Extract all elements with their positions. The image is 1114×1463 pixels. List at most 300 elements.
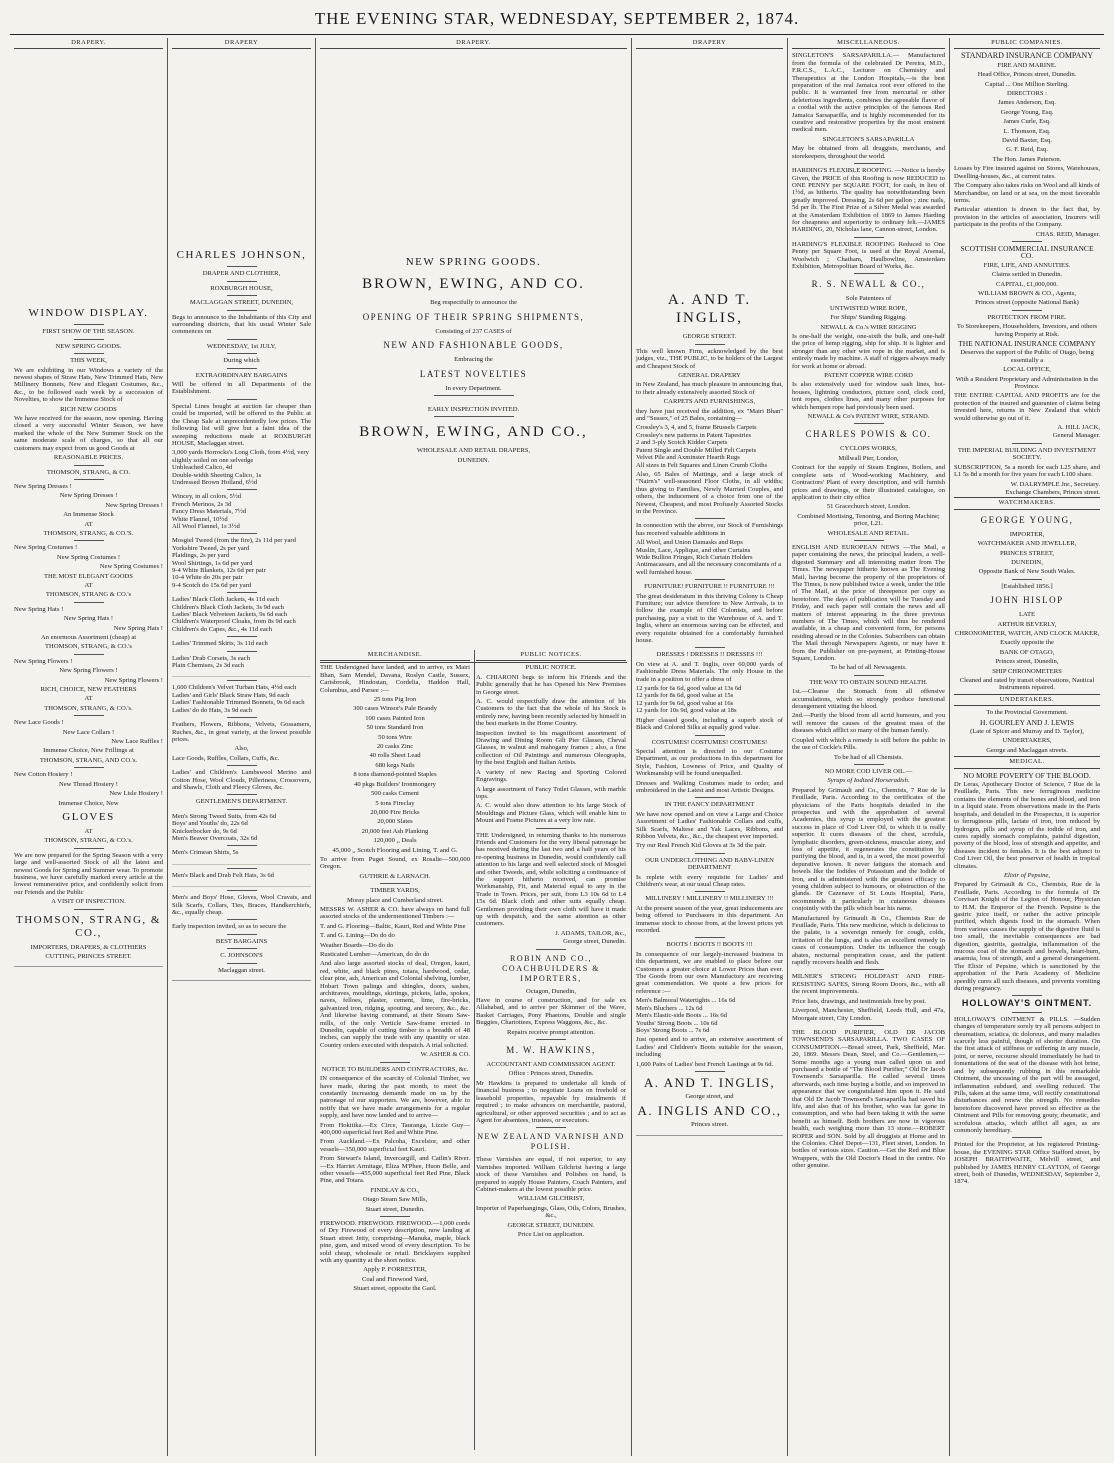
ad-text: SINGLETON'S SARSAPARILLA.— Manufactured from the formula of the celebrated Dr Pereira, M.D., F.R.C.S., L.A.C., Lecturer on Chemistry and Therapeutics at the London Hospitals,—is the best preparation of the real Jamaica root ever offered to the public. It is warranted free from mercurial or other deleterious ingredients, combines the agreeable flavor of a cordial with the active principles of the famous Red Jamaica Sarsaparilla, and is highly recommended for its curative and restorative properties by the most eminent medical men. [792,52,945,134]
price-item: Ladies' Fashionable Trimmed Bonnets, 9s 6d each [172,699,305,707]
ad-text: Is replete with every requisite for Ladies' and Children's wear, at our usual Cheap rates. [636,873,783,888]
director-name: David Baxter, Esq. [1002,137,1052,145]
list-item: 20,000 Slates [377,818,413,826]
ad-line: To Storekeepers, Householders, Investors, and others having Property at Risk. [956,323,1098,338]
ad-line: OUR UNDERCLOTHING AND BABY-LINEN DEPARTMENT [645,856,774,872]
ad-text: Also, 65 Bales of Mattings, and a large stock of "Nairn's" well-seasoned Floor Cloths, in all widths; thus giving to Families, Newly Married Couples, and others, the inducement of a choice from one of the Newest, Cheapest, and most Profusely Assorted Stocks in the Province. [636,470,783,515]
ad-line: NEW AND FASHIONABLE GOODS, [383,340,564,351]
price-item: Men's Crimean Shirts, 5s [172,849,239,857]
list-item: 45,000 ,, Scotch Flooring and Lining, T. and G. [332,846,458,854]
ad-text: MESSRS W. ASHER & CO. have always on hand full assorted stocks of the undermentioned Timbers :— [320,905,470,921]
ad-line: Stuart street, Dunedin. [365,1205,425,1213]
list-item: Velvet Pile and Axminster Hearth Rugs [636,454,740,462]
ad-line: PUBLIC NOTICE. [525,664,577,672]
ad-line: DUNEDIN. [457,456,490,464]
ad-line: RICH NEW GOODS [60,405,117,413]
ad-text: ENGLISH AND EUROPEAN NEWS —The Mail, a paper containing the news, the principal leaders, a well-digested Summary and all interesting matter from The Times. The newspaper hitherto known as The Evening Mail, having become the property of the proprietors of The Times, is now published twice a week, under the title of The Mail, at the price of threepence per copy as heretofore. The days of publication will be Tuesday and Friday, and each paper will contain the news and all matters of interest appearing in the three previous numbers of The Times, which will thus be rendered available, in a cheap and convenient form, for persons residing abroad or in the Colonies. Subscribers can obtain The Mail through Newspapers Agents, or may have it from the Publisher on pre-payment, at Printing-House Square, London. [792,543,945,663]
ad-text: Will be offered in all Departments of the Establishment. [172,381,311,396]
ad-line: GENERAL DRAPERY [678,372,741,380]
ad-line: GEORGE STREET. [682,333,737,341]
ad-text: Contract for the supply of Steam Engines, Boilers, and complete sets of Wood-working Machinery, and Contractors' Plant of every description, and will furnish prices and drawings, or their illustrated catalogue, on application to their city office [792,464,945,501]
list-item: Boys' Strong Boots ... 7s 6d [636,1026,710,1034]
director-name: The Hon. James Paterson. [992,155,1062,163]
ad-line: Maclaggan street. [218,966,265,974]
price-item: 3,000 yards Horrocks's Long Cloth, from 4½d, very slightly soiled on one selvedge [172,449,309,464]
price-item: Children's Waterproof Cloaks, from 8s 9d each [172,618,296,626]
ad-line: FURNITURE! FURNITURE !! FURNITURE !!! [644,583,775,591]
ad-line: Stuart street, opposite the Gaol. [353,1285,437,1293]
ad-text: Weather Boards—Do do do [320,941,394,949]
ad-text: in New Zealand, has much pleasure in announcing that, to their already extensively assorted Stock of [636,381,783,396]
price-item: French Merinos, 2s 3d [172,500,232,508]
list-item: 300 cases Winsor's Pale Brandy [353,705,437,713]
ad-line: BEST BARGAINS [215,937,268,945]
price-item: 1,600 Children's Velvet Turban Hats, 4½d each [172,684,297,692]
ad-line: GENTLEMEN'S DEPARTMENT. [195,798,288,806]
ad-text: From Hokitika.—Ex Circe, Tauranga, Lizzie Guy—400,000 superficial feet Red and White Pine. [320,1121,470,1136]
price-item: Men's Beaver Overcoats, 32s 6d [172,834,258,842]
price-item: Wool Shirtings, 1s 6d per yard [172,559,253,567]
ad-line: Consisting of 237 CASES of [435,327,512,335]
ad-line: New Lace Ruffles ! [111,738,163,746]
ad-line: New Spring Hats ! [63,615,114,623]
ad-line: WILLIAM BROWN & CO., Agents, [978,289,1076,297]
ad-text: Special attention is directed to our Costume Department, as our productions in this department for Style, Fashion, Lowness of Price, and Quality of Workmanship will be found unequalled. [636,747,783,778]
ad-text: Mr Hawkins is prepared to undertake all kinds of financial business ; to negotiate Loans on freehold or leasehold properties, repayable by instalments if required ; to make advances on merchantile, pastoral, agricultural, or other approved securities ; and to act as Agent for absentees, trustees, or executors. [476,1079,626,1124]
ad-line: TIMBER YARDS, [370,887,420,895]
price-item: Plain Chemises, 2s 3d each [172,662,244,670]
ad-title: NO MORE POVERTY OF THE BLOOD. [963,770,1091,780]
ad-line: Sole Patentees of [845,295,892,303]
list-item: Youths' Strong Boots ... 10s 6d [636,1019,718,1027]
ad-line: Beg respectfully to announce the [430,299,517,307]
price-item: 9-4 White Blankets, 12s 6d per pair [172,567,266,574]
ad-title: NEW ZEALAND VARNISH AND POLISH. [477,1132,625,1152]
ad-text: May be obtained from all druggists, merchants, and storekeepers, throughout the world. [792,145,945,160]
ad-line: THE IMPERIAL BUILDING AND INVESTMENT SOCIETY. [957,446,1097,462]
section-header: DRAPERY. [320,38,627,49]
ad-text: To arrive from Puget Sound, ex Rosalie—500,000 Oregon. [320,855,470,871]
masthead [10,4,1104,35]
ad-line: PATENT COPPER WIRE CORD [824,372,913,380]
ad-line: For Ships' Standing Rigging. [830,314,907,322]
ad-title: A. AND T. INGLIS, [643,1074,776,1090]
column-3 [316,38,632,1456]
ad-text: A. CHIARONI begs to inform his Friends and the Public generally that he has Opened his New Premises in George street. [476,673,626,696]
list-item: 5 tons Fireclay [375,799,415,807]
list-item: Men's Bluchers ... 12s 6d [636,1004,703,1012]
list-item: Crossley's 3, 4, and 5, frame Brussels Carpets [636,424,757,432]
list-item: 50 tons Wire [378,733,412,741]
ad-text: THE Undersigned have landed, and to arrive, ex Mairi Bhan, Sam Mendel, Davana, Roslyn Castle, Sussex, Carisbrook, Hindostan, Cordelia, Haddon Hall, Columbus, and Parsee :— [320,664,470,694]
ad-line: AT [84,695,93,703]
ad-line: THE MOST ELEGANT GOODS [44,572,133,580]
ad-line: RICH, CHOICE, NEW FEATHERS [40,686,137,694]
ad-line: DRAPER AND CLOTHIER, [202,270,281,278]
ad-text: Ladies' and Children's Lambswool Merino and Cotton Hose, Wool Clouds, Pilleriness, Crossovers, and Shawls, Cloth and Fleecy Gloves, &c. [172,769,311,791]
ad-line: THOMSON, STRANG, & CO.'s [45,643,132,651]
section-header: PUBLIC COMPANIES. [954,38,1100,49]
ad-line: Princes street (opposite National Bank) [975,299,1079,307]
ad-line: New Spring Flowers ! [59,667,118,675]
ad-line: AT [84,520,93,528]
ad-line: CAPITAL, £1,000,000. [996,280,1058,288]
price-item: Ladies' do do Hats, 3s 9d each [172,706,253,714]
ad-line: With a Resident Proprietary and Administration in the Province. [955,375,1099,391]
price-item: Ladies' Drab Corsets, 3s each [172,654,250,662]
ad-line: FIRE AND MARINE. [997,61,1057,69]
director-name: James Anderson, Esq. [998,99,1056,107]
ad-line: New Cotton Hosiery ! [14,771,73,779]
ad-line: NEWALL & Co's PATENT WIRE, STRAND. [807,413,930,421]
ad-line: BOOTS ! BOOTS !! BOOTS !!! [666,941,753,949]
ad-line: New Lace Collars ! [62,728,115,736]
section-header: DRAPERY [636,38,783,49]
ad-line: REASONABLE PRICES. [53,454,124,462]
ad-line: To be had of all Chemists. [833,753,904,761]
list-item: 20 casks Zinc [376,743,414,751]
ad-text: HOLLOWAY'S OINTMENT & PILLS. —Sudden changes of temperature sorely try all persons subject to rheumatism, sciatica, tic doloreux, and many maladies scarcely less painful, though of shorter duration. On the first attack of stiffness or suffering in any muscle, joint, or nerve, recourse should immediately be had to fomentations of the seat of the disease with hot brine, and by subsequently rubbing in this remarkable Ointment, the unceasing of the part will be assuaged, inflammation subdued, and swelling reduced. The Pills, taken at the same time, will rectify constitutional disturbances and renew the strength. No remedies heretofore discovered have proved so effective as the Ointment and Pills for removing gouty, rheumatic, and scrofulous attacks, which afflict all ages, as are commonly hereditary. [954,1015,1100,1134]
ad-text: These Varnishes are equal, if not superior, to any Varnishes imported. William Gilchrist having a large stock of these Varnishes and Polishes on hand, is prepared to supply House Painters, Coach Painters, and Cabinet-makers at the lowest possible price. [476,1156,626,1193]
merchandise-subcolumn [320,650,475,1450]
ad-line: WILLIAM GILCHRIST, [517,1195,585,1203]
price-item: Men's Black and Drab Felt Hats, 3s 6d [172,871,274,879]
list-item: All Wool, and Union Damasks and Reps [636,539,743,547]
section-header: MISCELLANEOUS. [792,38,945,49]
ad-line: (Late of Spicer and Murray and D. Taylor), [970,728,1084,736]
ad-line: WATCHMAKER AND JEWELLER, [977,540,1077,548]
list-item: 20,000 feet Ash Planking [361,827,429,835]
ad-line: AT [84,581,93,589]
ad-line: THOMSON, STRANG, & CO.'s. [44,837,133,845]
ad-line: SHIP CHRONOMETERS [992,667,1062,675]
ad-text: Feathers, Flowers, Ribbons, Velvets, Gossamers, Ruches, &c., in great variety, at the lowest possible prices. [172,721,311,743]
public-notices-subcolumn [476,650,626,1450]
ad-title: R. S. NEWALL & CO., [811,279,926,290]
ad-line: ARTHUR BEVERLY, [997,620,1057,628]
ad-text: Coupled with which a remedy is still before the public in the use of Cockle's Pills. [792,736,945,752]
price-item: Ladies' Trimmed Skirts, 3s 11d each [172,640,268,648]
list-item: 12 yards for 6s 6d, good value at 13s 6d [636,685,742,693]
ad-text: Liverpool, Manchester, Sheffield, Leeds Hull, and 47a, Moorgate street, City London. [792,1007,945,1022]
ad-text: Manufactured by Grimault & Co., Chemists Rue de Feuillade, Paris. This new medicine, which is delicious to the palate, is a sovereign remedy for cough, colds, irritation of the lungs, and is also an excellent remedy in cases of consumption. Under its influence the cough abates, nocturnal perspiration cease, and the patient rapidly recovers health and flesh. [792,914,945,967]
ad-text: SUBSCRIPTION, 5s a month for each L25 share, and L1 5s 8d a month for five years for each L100 share. [954,463,1100,479]
ad-line: A. HILL JACK, [1057,424,1100,432]
ad-line: Syrups of Iodized Horseradish. [827,777,910,785]
ad-line: George street, and [685,1092,734,1100]
section-header: PUBLIC NOTICES. [476,650,626,661]
ad-text: Early inspection invited, so as to secure the [172,923,287,931]
ad-line: Deserves the support of the Public of Otago, being essentially a [960,349,1094,364]
ad-line: New Spring Dresses ! [14,482,72,490]
ad-text: A. C. would respectfully draw the attention of his Customers to the fact that the whole of his Stock is entirely new, having been recently selected by himself in the best markets in the Home Country. [476,698,626,728]
ad-title: M. W. HAWKINS, [506,1045,596,1056]
ad-line: CYCLOPS WORKS, [840,445,897,453]
ad-text: T. and G. Flooring—Baltic, Kauri, Red and White Pine [320,922,466,930]
ad-line: THE WAY TO OBTAIN SOUND HEALTH. [809,678,928,686]
ad-text: HARDING'S FLEXIBLE ROOFING Reduced to One Penny per Square Foot, is used at the Royal Arsenal, Woolwich ; Chatham, Haulbowline, Amsterdam Exhibition, Metropolitan Board of Works, &c. [792,240,945,270]
ad-line: 51 Gracechurch street, London. [826,503,911,511]
list-item: 12 yards for 9s 6d, good value at 16s [636,699,734,707]
ad-title: THOMSON, STRANG, & CO., [16,913,161,939]
ad-text: And also large assorted stocks of deal, Oregon, kauri, red, white, and black pines, totara, hardwood, cedar, clear pine, ash, American and Colonial shelving, lumber, Hobart Town palings and shingles, doors, sashes, architraves, mouldings, skirtings, pickets, laths, spokes, naves, felloes, plaster, cement, lime, fire-bricks, galvanized iron, ridging, spouting, and tercery, &c., &c. And likewise having command, at their Steam Saw-mills, of the only Verticle Saw-frame erected in Dunedin, capable of cutting timber to a breadth of 48 inches, can supply the trade with any quantity or size. Country orders executed with despatch. A trial solicited. [320,960,470,1049]
ad-text: Dr Leras, Apothecary Doctor of Science, 7 Rue de la Feuillade, Paris. This new ferruginous medicine contains the elements of the bones and blood, and iron in a liquid state. From observations made in the Paris hospitals, and detailed in the Prospectus, it is superior to ferruginous pills, lactate of iron, iron reduced by hydrogen, pills and syrup of the iodide of iron, and cures rapidly stomach complaints, painful digestion, poverty of the blood, loss of strength and appetite, and diseases incident to females. It is the best adjunct to Cod Liver Oil, the best preserver of health in tropical climates. [954,781,1100,870]
price-item: Yorkshire Tweed, 2s per yard [172,544,250,552]
ad-text: THE Undersigned, in returning thanks to his numerous Friends and Customers for the very liberal patronage he has received during the last two and a half years of his re-opening business in Dunedin, would confidently call attention to his large and well selected stock of Mosgiel and other Tweeds, and, while soliciting a continuance of the support hitherto received, can promise Workmanship, Fit, and Material equal to any in the Trade in Town. Prices, per suit, from L3 10s 6d to L4 15s 6d. Black cloth and other suits equally cheap. Gentlemen providing their own cloth will have it made up with despatch, and the same attention as other customers. [476,831,626,928]
ad-line: Immense Choice, New Frillings at [43,747,134,755]
section-header: DRAPERY [172,38,311,49]
price-item: Unbleached Calico, 4d [172,464,233,472]
ad-line: Coal and Firewood Yard, [361,1275,429,1283]
list-item: Antimacassars, and all the necessary concomitants of a well furnished house. [636,561,782,576]
ad-text: Have in course of construction, and for sale ex Allahabad, and to arrive per Skimmer of the Wave, Basket Carriages, Pony Phaetons, Double and single Buggies, Chariottees, Express Waggons, &c., &c. [476,997,626,1027]
ad-text: A. C. would also draw attention to his large Stock of Mouldings and Picture Glass, which will enable him to Mount and Frame Pictures at a very low rate. [476,802,626,825]
ad-text: The Company also takes risks on Wool and all kinds of Merchandise, on land or at sea, on the most favorable terms. [954,182,1100,204]
ad-line: FINDLAY & CO., [370,1186,420,1194]
ad-line: NEWALL & Co.'s WIRE RIGGING [820,323,917,331]
ad-line: A VISIT OF INSPECTION. [51,898,126,906]
ad-text: 2nd.—Purify the blood from all acrid humours, and you will remove the causes of the greatest mass of the diseases which afflict so many of the human family. [792,712,945,735]
list-item: All sizes in Felt Squares and Linen Crumb Cloths [636,461,768,469]
ad-line: New Spring Costumes ! [99,563,163,571]
ad-title: JOHN HISLOP [990,595,1064,606]
list-item: Men's Balmoral Watertights ... 16s 6d [636,997,736,1005]
ad-line: W. DALRYMPLE Jnr., Secretary. [1010,480,1100,488]
price-item: Knickerbocker do, 9s 6d [172,827,237,835]
ad-line: MACLAGGAN STREET, DUNEDIN, [189,299,294,307]
ad-title: HOLLOWAY'S OINTMENT. [961,998,1093,1009]
price-item: 9-4 Scotch do 15s 6d per yard [172,581,252,589]
ad-text: A large assortment of Fancy Toilet Glasses, with marble tops. [476,785,626,800]
ad-line: CHAS. REID, Manager. [1035,230,1100,238]
ad-text: Special Lines bought at auction far cheaper than could be imported, will be offered to the Public at the Cheap Sale at unprecedentedly low prices. The following list will give but a faint idea of the sweeping reductions made at ROXBURGH HOUSE, Maclaggan street. [172,402,311,447]
ad-line: New Spring Hats ! [113,624,163,632]
ad-line: UNDERTAKERS, [1002,737,1052,745]
ad-title: WINDOW DISPLAY. [28,307,149,320]
ad-text: We are now prepared for the Spring Season with a very large and well-assorted Stock of all the latest and newest Goods for Spring and Summer wear. To promote business, we have carefully marked every article at the lowest remunerative price, and confidently solicit from our Friends and the Public [14,851,163,896]
ad-text: On view at A. and T. Inglis, over 60,000 yards of Fashionable Dress Materials. The only House in the trade in a position to offer a dress of [636,660,783,683]
ad-title: A. AND T. INGLIS, [667,292,752,327]
section-header: WATCHMAKERS. [954,497,1100,509]
column-5 [788,38,950,1456]
list-item: 12 yards for 8s 6d, good value at 15s [636,692,734,700]
ad-line: IMPORTERS, DRAPERS, & CLOTHIERS [30,943,147,951]
ad-line: New Spring Hats ! [14,605,64,613]
ad-line: Opposite Bank of New South Wales. [978,568,1076,576]
ad-line: New Lace Goods ! [14,719,64,727]
ad-line: UNTWISTED WIRE ROPE, [830,304,907,312]
ad-line: Capital ... One Million Sterling. [985,80,1069,88]
list-item: Men's Elastic-side Boots ... 16s 6d [636,1012,727,1020]
ad-text: Losses by Fire insured against on Stores, Warehouses, Dwelling-houses, &c., at current rates. [954,165,1100,180]
ad-text: IN consequence of the scarcity of Colonial Timber, we have made, during the past month, to meet the constantly increasing demands made on us by the patronage of our supporters. We are, however, able to notify that we have made arrangements for a regular supply, and have now landed and to arrive— [320,1075,470,1120]
ad-line: Exchange Chambers, Princes street. [1005,488,1100,496]
price-item: Plaidings, 2s per yard [172,552,230,560]
ad-text: Try our Real French Kid Gloves at 3s 3d the pair. [636,842,767,850]
price-item: All Wool Flannel, 1s 3½d [172,522,240,530]
ad-line: THOMSON, STRANG, & CO.'s. [44,704,133,712]
ad-line: An enormous Assortment (cheap) at [40,634,137,641]
ad-line: THOMSON, STRANG, & CO. [46,468,131,476]
list-item: 2 and 3-ply Scotch Kidder Carpets [636,439,728,447]
ad-text: Inspection invited to his magnificent assortment of Drawing and Dining Room Gilt Pier Glasses, Cheval Glasses, in walnut and mahogany frames ; also, a fine collection of Oil Paintings and numerous Oleographs, by the best English and Italian Artists. [476,729,626,767]
list-item: 500 casks Cement [371,790,419,798]
ad-title: CHARLES JOHNSON, [176,249,307,262]
ad-line: New Spring Costumes ! [14,544,78,552]
ad-line: Millwall Pier, London, [838,454,899,462]
section-header: UNDERTAKERS. [954,694,1100,706]
ad-line: George and Maclaggan streets. [986,746,1068,754]
price-item: Ladies' and Girls' Black Straw Hats, 9d each [172,691,290,699]
ad-line: New Thread Hosiery ! [58,780,119,788]
ad-line: IN THE FANCY DEPARTMENT [664,801,755,809]
ad-text: From Stewart's Island, Invercargill, and Catlin's River.—Ex Harriet Armitage, Eliza M'Phee, Huon Belle, and other vessels—455,000 superficial feet Red Pine, Black Pine, and Totara. [320,1155,470,1185]
ad-line: Immense Choice, New [58,799,119,807]
ad-line: Apply P. FORRESTER, [363,1266,427,1274]
list-item: 40 pkgs Builders' Ironmongery [354,780,436,788]
ad-line: CARPETS AND FURNISHINGS, [663,398,756,406]
ad-text: Men's and Boys' Hose, Gloves, Wool Cravats, and Silk Scarfs, Collars, Ties, Braces, Handkerchiefs, &c., equally cheap. [172,894,311,916]
price-item: White Flannel, 10½d [172,515,228,523]
ad-line: Embracing the [454,356,493,364]
ad-line: THOMSON, STRANG, AND CO.'s. [39,756,138,764]
price-item: Children's Black Cloth Jackets, 3s 9d each [172,603,284,611]
ad-line: NO MORE COD LIVER OIL.— [824,767,913,775]
ad-line: During which [223,357,260,365]
ad-line: Cleaned and rated by transit observations, Nautical Instruments repaired. [959,677,1095,692]
price-item: Fancy Dress Materials, 7½d [172,508,247,516]
ad-text: Just opened and to arrive, an extensive assortment of Ladies' and Children's Boots suitable for the season, including [636,1036,783,1059]
ad-line: EARLY INSPECTION INVITED. [427,406,520,414]
ad-line: New Spring Flowers ! [104,676,163,684]
price-item: Double-width Sheeting Calico, 1s [172,471,262,479]
ad-title: THE NATIONAL INSURANCE COMPANY [958,339,1096,348]
ad-text: At the present season of the year, great inducements are being offered to Purchasers in this department. An immense stock to choose from, at the lowest prices yet recorded. [636,904,783,935]
ad-text: Is one-half the weight, one-sixth the bulk, and one-half the price of hemp rigging, ship for ship. It is lighter and stronger than any other wire rope in the market, and is entirely made by machine. A staff of riggers always ready for work at home or abroad. [792,333,945,370]
ad-line: W. ASHER & CO. [420,1051,470,1059]
list-item: 120,000 ,, Deals [373,837,417,845]
ad-line: FIRE, LIFE, AND ANNUITIES. [983,261,1071,269]
ad-line: BANK OF OTAGO, [999,648,1055,656]
ad-line: Importer of Paperhangings, Glass, Oils, Colors, Brushes, &c., [476,1204,626,1220]
ad-line: Claims settled in Dunedin. [991,271,1063,279]
ad-line: Also, [234,745,249,753]
ad-line: C. JOHNSON'S [220,952,263,960]
ad-line: ROXBURGH HOUSE, [210,284,273,292]
ad-title: STANDARD INSURANCE COMPANY [961,51,1093,61]
ad-line: EXTRAORDINARY BARGAINS [195,371,288,379]
imprint: Printed for the Proprietor, at his registered Printing-house, the EVENING STAR Office Stafford street, by JOSEPH BRAITHWAITE, Melvill street, and published by JAMES HENRY CLAYTON, of George street, both of Dunedin, WEDNESDAY, September 2, 1874. [954,1141,1100,1186]
column-6 [950,38,1104,1456]
section-header: MERCHANDISE. [320,650,470,661]
list-item: 25 tons Pig Iron [373,696,417,704]
price-item: 10-4 White do 20s per pair [172,574,243,582]
ad-title: BROWN, EWING, AND CO. [362,276,585,293]
ad-title: BROWN, EWING, AND CO., [359,424,588,441]
ad-line: General Manager. [1052,432,1100,440]
thomson-strang-advert [14,52,163,967]
ad-line: Price List on application. [517,1230,585,1238]
ad-text: We have received for the season, now opening. Having closed a very successful Winter Season, we have marked the whole of the New Summer Stock on the same moderate scale of charges, so that all our customers may expect from us good Goods at [14,415,163,452]
ad-line: THIS WEEK, [70,357,107,365]
ad-line: An Immense Stock [63,511,114,519]
ad-title: GEORGE YOUNG, [980,514,1074,525]
director-name: James Curle, Esq. [1003,118,1051,126]
price-item: Ladies' Black Cloth Jackets, 4s 11d each [172,596,279,604]
ad-text: Price lists, drawings, and testimonials free by post. [792,997,927,1005]
price-item: Undressed Brown Holland, 6½d [172,478,258,486]
ad-line: ACCOUNTANT AND COMMISSION AGENT. [486,1061,616,1069]
ad-line: FIRST SHOW OF THE SEASON. [42,328,135,336]
johnson-advert [172,52,311,981]
ad-line: NOTICE TO BUILDERS AND CONTRACTORS, &c. [321,1065,469,1073]
list-item: 100 cases Painted Iron [365,714,425,722]
ad-text: 1st.—Cleanse the Stomach from all offensive accumulations, which so strongly produce functional derangement vitiating the blood. [792,688,945,711]
list-item: Patent Single and Double Milled Felt Carpets [636,446,757,454]
ad-line: J. ADAMS, TAILOR, &c., [555,929,626,937]
ad-line: COSTUMES! COSTUMES! COSTUMES! [651,738,768,746]
ad-line: CUTTING, PRINCES STREET. [45,952,132,960]
ad-title: CHARLES POWIS & CO. [805,429,932,440]
ad-text: THE ENTIRE CAPITAL AND PROFITS are for the protection of the insured and guarantee of claims being invested here, returns in New Zealand that which would otherwise go out of it. [954,392,1100,422]
ad-title: A. INGLIS AND CO., [637,1103,782,1119]
director-name: L. Thomson, Esq. [1003,127,1051,135]
ad-line: New Lisle Hosiery ! [109,790,163,798]
ad-line: AT [84,827,93,835]
ad-line: WEDNESDAY, 1st JULY, [206,342,277,350]
ad-line: GLOVES [62,810,115,823]
ad-text: they have just received the addition, ex "Mairi Bhan" and "Sussex," of 25 Bales, containing— [636,407,783,423]
column-1 [10,38,168,1456]
ad-line: OPENING OF THEIR SPRING SHIPMENTS, [362,311,585,322]
list-item: 8 tons diamond-pointed Staples [353,771,437,779]
ad-line: LATE [1018,611,1036,619]
list-item: 20,000 Fire Bricks [370,808,420,816]
ad-text: FIREWOOD. FIREWOOD. FIREWOOD.—1,000 cords of Dry Firewood of every description, now landing at Stuart street Jetty, comprising—Manuka, maple, black pine, gum, and mixed wood of every description. To be sold cheap, wholesale or retail. Bricklayers supplied with any quantity at the short notice. [320,1220,470,1265]
ad-text: Prepared by Grimault & Co., Chemists, Rue de la Feuillade, Paris. According to the formula of Dr Corvisart Knight of the Legion of Honour, Physician to H.M. the Emperor of the French. Pepsine is the gastric juice itself, or rather the active principle purified, which digests food in the stomach. When from various causes the supply of the digestive fluid is too small, the inevitable consequences are bad digestion, gastritis, gastralgia, inflammation of the mucous coat of the stomach and bowels, heart-burn, anaemia, loss of strength, and a general derangement. The Elixir of Pepsine, which is sanctioned by the approbation of the Paris Academy of Medicine speedily cures all such diseases, and prevents vomiting during pregnancy. [954,881,1100,993]
list-item: 40 rolls Sheet Lead [369,752,421,760]
ad-line: SINGLETON'S SARSAPARILLA [822,135,915,143]
ad-text: We have now opened and on view a Large and Choice Assortment of Ladies' Fashionable Collars and cuffs, Silk Scarfs, Maltese and Yak Laces, Ribbons, and Ribbon Velvets, &c., &c., the cheapest ever imported. [636,810,783,840]
ad-line: THOMSON, STRANG, & CO.'S. [43,529,134,537]
ad-line: IMPORTER, [1009,530,1045,538]
ad-line: DRESSES ! DRESSES !! DRESSES !!! [656,651,763,659]
ad-line: [Established 1856.] [1001,582,1053,590]
ad-line: Repairs receive prompt attention. [507,1028,595,1036]
ad-text: From Auckland.—Ex Palcoha, Excelsior, and other vessels—350,000 superficial feet Kauri. [320,1138,470,1153]
ad-text: A variety of new Racing and Sporting Colored Engravings. [476,768,626,784]
ad-title: ROBIN AND CO., COACHBUILDERS & IMPORTERS, [502,953,600,983]
director-name: George Young, Esq. [1000,108,1054,116]
ad-text: THE BLOOD PURIFIER, OLD DR JACOB TOWNSEND'S SARSAPARILLA. TWO CASES OF CONSUMPTION.—Bread street, Park, Sheffield, Mar. 20, 1869. Messrs Dean, Steel, and Co.—Gentlemen,—Some months ago a young man called upon us and purchased a bottle of "The Blood Purifier," Old Dr Jacob Townsend's Sarsaparilla. He called several times afterwards, each time buying a bottle, and so improved in appearance that we congratulated him upon it. He said that Old Dr Jacob Townsend's Sarsaparilla had saved his life, and also that of his brother, who was far gone in consumption, and who had been taking it with the same benefit as himself. Both brothers are now in vigorous health, each weighing more than 13 stone.—ROBERT ROPER and SON. Sold by all druggists at Home and in the Colonies. Chief Depot—131, Fleet street, London. In bottles of various sizes. Caution.—Get the Red and Blue Wrappers, with the Old Doctor's Head in the centre. No other genuine. [792,1028,945,1170]
ad-line: LATEST NOVELTIES [419,368,528,379]
ad-line: WHOLESALE AND RETAIL DRAPERS, [416,447,531,455]
price-item: Mosgiel Tweed (from the fire), 2s 11d per yard [172,537,296,545]
ad-text: Particular attention is drawn to the fact that, by provision in the articles of association, Insurers will participate in the profits of the Company. [954,206,1100,229]
inglis-advert [636,52,783,1135]
ad-line: Moray place and Cumberland street. [346,896,444,904]
ad-text: T. and G. Lining—Do do do [320,932,395,940]
ad-text: Dresses and Walking Costumes made to order, and embroidered in the Latest and most Artistic Designs. [636,779,783,794]
ad-line: Exactly opposite the [1000,639,1054,647]
column-4 [632,38,788,1456]
ad-line: MILLINERY ! MILLINERY !! MILLINERY !!! [645,895,774,903]
ad-text: This well known Firm, acknowledged by the best judges, viz., THE PUBLIC, to be holders of the Largest and Cheapest Stock of [636,347,783,370]
ad-title: H. GOURLEY AND J. LEWIS [980,717,1074,727]
ad-line: DIRECTORS : [1007,90,1047,98]
ad-line: New Spring Dresses ! [105,501,163,509]
ad-line: To be had of all Newsagents. [830,664,907,672]
